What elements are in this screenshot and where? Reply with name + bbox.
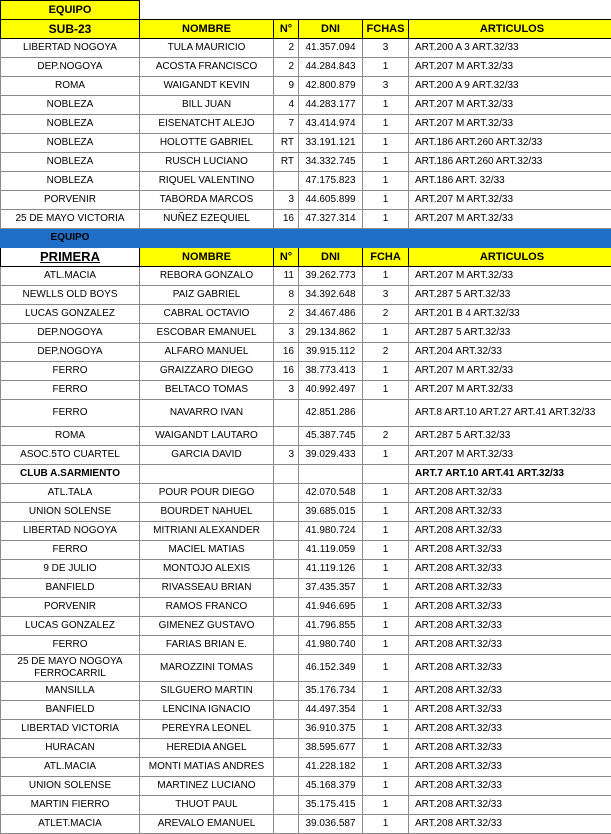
fechas-cell: 3	[363, 39, 409, 58]
table-row	[1, 777, 611, 796]
dni-cell: 34.332.745	[299, 153, 363, 172]
team-cell: FERRO	[1, 541, 140, 560]
articulos-cell: ART.201 B 4 ART.32/33	[409, 305, 611, 324]
shirt-number-cell	[274, 598, 299, 617]
fechas-cell: 1	[363, 598, 409, 617]
team-cell: MANSILLA	[1, 682, 140, 701]
fechas-cell	[363, 400, 409, 427]
articulos-cell: ART.208 ART.32/33	[409, 682, 611, 701]
shirt-number-cell	[274, 758, 299, 777]
table-row	[1, 503, 611, 522]
fechas-cell: 1	[363, 720, 409, 739]
team-cell: 9 DE JULIO	[1, 560, 140, 579]
shirt-number-cell: 4	[274, 96, 299, 115]
dni-cell: 36.910.375	[299, 720, 363, 739]
articulos-cell: ART.207 M ART.32/33	[409, 58, 611, 77]
articulos-cell: ART.208 ART.32/33	[409, 815, 611, 834]
team-cell: LIBERTAD NOGOYA	[1, 522, 140, 541]
player-name-cell: SILGUERO MARTIN	[140, 682, 274, 701]
fechas-cell	[363, 465, 409, 484]
dni-cell: 42.070.548	[299, 484, 363, 503]
player-name-cell: AREVALO EMANUEL	[140, 815, 274, 834]
dni-cell: 39.915.112	[299, 343, 363, 362]
fechas-cell: 1	[363, 324, 409, 343]
player-name-cell: GRAIZZARO DIEGO	[140, 362, 274, 381]
fechas-cell: 1	[363, 617, 409, 636]
table-row	[1, 739, 611, 758]
team-cell	[1, 655, 140, 682]
header-nombre: NOMBRE	[140, 248, 274, 267]
team-cell: UNION SOLENSE	[1, 503, 140, 522]
articulos-cell: ART.8 ART.10 ART.27 ART.41 ART.32/33	[409, 400, 611, 427]
articulos-cell: ART.207 M ART.32/33	[409, 191, 611, 210]
table-row	[1, 191, 611, 210]
team-cell: 25 DE MAYO VICTORIA	[1, 210, 140, 229]
shirt-number-cell: RT	[274, 134, 299, 153]
articulos-cell: ART.208 ART.32/33	[409, 541, 611, 560]
shirt-number-cell: 3	[274, 446, 299, 465]
header-articulos: ARTICULOS	[409, 20, 611, 39]
articulos-cell: ART.186 ART.260 ART.32/33	[409, 134, 611, 153]
team-cell: ROMA	[1, 427, 140, 446]
articulos-cell: ART.208 ART.32/33	[409, 777, 611, 796]
table-row	[1, 400, 611, 427]
fechas-cell: 1	[363, 115, 409, 134]
team-cell: ASOC.5TO CUARTEL	[1, 446, 140, 465]
header-fechas: FCHA	[363, 248, 409, 267]
shirt-number-cell: RT	[274, 153, 299, 172]
player-name-cell: MITRIANI ALEXANDER	[140, 522, 274, 541]
player-name-cell: MAROZZINI TOMAS	[140, 655, 274, 682]
player-name-cell: WAIGANDT KEVIN	[140, 77, 274, 96]
player-name-cell: LENCINA IGNACIO	[140, 701, 274, 720]
team-name: 25 DE MAYO NOGOYA	[3, 656, 137, 668]
team-cell: NOBLEZA	[1, 134, 140, 153]
player-name-cell: HOLOTTE GABRIEL	[140, 134, 274, 153]
player-name-cell: GIMENEZ GUSTAVO	[140, 617, 274, 636]
table-row	[1, 58, 611, 77]
shirt-number-cell: 3	[274, 191, 299, 210]
team-cell: PORVENIR	[1, 598, 140, 617]
sub23-header-row	[1, 20, 611, 39]
shirt-number-cell	[274, 427, 299, 446]
team-cell: ATL.MACIA	[1, 758, 140, 777]
table-row	[1, 636, 611, 655]
shirt-number-cell: 7	[274, 115, 299, 134]
team-cell: FERRO	[1, 381, 140, 400]
articulos-cell: ART.208 ART.32/33	[409, 701, 611, 720]
header-fechas: FCHAS	[363, 20, 409, 39]
fechas-cell: 1	[363, 682, 409, 701]
articulos-cell: ART.7 ART.10 ART.41 ART.32/33	[409, 465, 611, 484]
dni-cell	[299, 465, 363, 484]
dni-cell: 39.685.015	[299, 503, 363, 522]
dni-cell: 34.392.648	[299, 286, 363, 305]
fechas-cell: 1	[363, 191, 409, 210]
shirt-number-cell	[274, 815, 299, 834]
fechas-cell: 1	[363, 815, 409, 834]
primera-title: PRIMERA	[1, 248, 140, 267]
table-row	[1, 655, 611, 682]
team-cell: HURACAN	[1, 739, 140, 758]
table-row	[1, 362, 611, 381]
player-name-cell: FARIAS BRIAN E.	[140, 636, 274, 655]
dni-cell: 41.796.855	[299, 617, 363, 636]
player-name-cell: BELTACO TOMAS	[140, 381, 274, 400]
dni-cell: 44.284.843	[299, 58, 363, 77]
team-cell: DEP.NOGOYA	[1, 343, 140, 362]
table-row	[1, 77, 611, 96]
articulos-cell: ART.186 ART. 32/33	[409, 172, 611, 191]
fechas-cell: 1	[363, 267, 409, 286]
table-row	[1, 381, 611, 400]
dni-cell: 45.168.379	[299, 777, 363, 796]
dni-cell: 29.134.862	[299, 324, 363, 343]
blue-band-cell	[274, 229, 299, 248]
player-name-cell	[140, 465, 274, 484]
fechas-cell: 1	[363, 96, 409, 115]
shirt-number-cell	[274, 739, 299, 758]
shirt-number-cell: 2	[274, 58, 299, 77]
table-row	[1, 541, 611, 560]
articulos-cell: ART.208 ART.32/33	[409, 598, 611, 617]
table-row	[1, 522, 611, 541]
fechas-cell: 1	[363, 560, 409, 579]
table-row	[1, 267, 611, 286]
team-cell: PORVENIR	[1, 191, 140, 210]
fechas-cell: 3	[363, 77, 409, 96]
player-name-cell: CABRAL OCTAVIO	[140, 305, 274, 324]
articulos-cell: ART.208 ART.32/33	[409, 720, 611, 739]
articulos-cell: ART.208 ART.32/33	[409, 503, 611, 522]
dni-cell: 39.036.587	[299, 815, 363, 834]
player-name-cell: ACOSTA FRANCISCO	[140, 58, 274, 77]
team-cell: ATLET.MACIA	[1, 815, 140, 834]
player-name-cell: BILL JUAN	[140, 96, 274, 115]
table-row	[1, 210, 611, 229]
dni-cell: 35.176.734	[299, 682, 363, 701]
fechas-cell: 1	[363, 636, 409, 655]
shirt-number-cell	[274, 655, 299, 682]
team-cell: LIBERTAD NOGOYA	[1, 39, 140, 58]
team-cell: NOBLEZA	[1, 153, 140, 172]
player-name-cell: EISENATCHT ALEJO	[140, 115, 274, 134]
dni-cell: 41.228.182	[299, 758, 363, 777]
dni-cell: 34.467.486	[299, 305, 363, 324]
team-cell: FERRO	[1, 362, 140, 381]
dni-cell: 33.191.121	[299, 134, 363, 153]
articulos-cell: ART.208 ART.32/33	[409, 579, 611, 598]
blue-band-cell	[409, 229, 611, 248]
articulos-cell: ART.207 M ART.32/33	[409, 381, 611, 400]
table-row	[1, 305, 611, 324]
team-cell: FERRO	[1, 400, 140, 427]
shirt-number-cell	[274, 484, 299, 503]
dni-cell: 47.175.823	[299, 172, 363, 191]
articulos-cell: ART.207 M ART.32/33	[409, 267, 611, 286]
team-name-continued: FERROCARRIL	[3, 668, 137, 680]
header-dni: DNI	[299, 248, 363, 267]
table-row	[1, 758, 611, 777]
fechas-cell: 1	[363, 579, 409, 598]
table-row	[1, 701, 611, 720]
dni-cell: 41.946.695	[299, 598, 363, 617]
articulos-cell: ART.207 M ART.32/33	[409, 115, 611, 134]
shirt-number-cell: 3	[274, 381, 299, 400]
table-row	[1, 446, 611, 465]
header-articulos: ARTICULOS	[409, 248, 611, 267]
articulos-cell: ART.186 ART.260 ART.32/33	[409, 153, 611, 172]
blue-band-cell	[140, 229, 274, 248]
shirt-number-cell	[274, 720, 299, 739]
dni-cell: 39.029.433	[299, 446, 363, 465]
shirt-number-cell	[274, 777, 299, 796]
table-row	[1, 96, 611, 115]
table-row	[1, 343, 611, 362]
fechas-cell: 1	[363, 796, 409, 815]
dni-cell: 41.357.094	[299, 39, 363, 58]
player-name-cell: RUSCH LUCIANO	[140, 153, 274, 172]
articulos-cell: ART.207 M ART.32/33	[409, 446, 611, 465]
shirt-number-cell: 2	[274, 39, 299, 58]
table-row	[1, 598, 611, 617]
sub23-title: SUB-23	[1, 20, 140, 39]
shirt-number-cell: 9	[274, 77, 299, 96]
team-cell: UNION SOLENSE	[1, 777, 140, 796]
team-cell: NOBLEZA	[1, 115, 140, 134]
dni-cell: 44.283.177	[299, 96, 363, 115]
dni-cell: 47.327.314	[299, 210, 363, 229]
team-cell: LUCAS GONZALEZ	[1, 617, 140, 636]
articulos-cell: ART.208 ART.32/33	[409, 636, 611, 655]
player-name-cell: PAIZ GABRIEL	[140, 286, 274, 305]
header-num: N°	[274, 248, 299, 267]
shirt-number-cell: 8	[274, 286, 299, 305]
shirt-number-cell	[274, 503, 299, 522]
team-cell: MARTIN FIERRO	[1, 796, 140, 815]
team-cell: NOBLEZA	[1, 96, 140, 115]
fechas-cell: 1	[363, 522, 409, 541]
shirt-number-cell: 11	[274, 267, 299, 286]
team-cell: CLUB A.SARMIENTO	[1, 465, 140, 484]
shirt-number-cell	[274, 682, 299, 701]
primera-equipo-row	[1, 229, 611, 248]
dni-cell: 41.980.724	[299, 522, 363, 541]
player-name-cell: NUÑEZ EZEQUIEL	[140, 210, 274, 229]
articulos-cell: ART.287 5 ART.32/33	[409, 324, 611, 343]
player-name-cell: NAVARRO IVAN	[140, 400, 274, 427]
blue-band-cell	[299, 229, 363, 248]
shirt-number-cell: 2	[274, 305, 299, 324]
player-name-cell: POUR POUR DIEGO	[140, 484, 274, 503]
fechas-cell: 1	[363, 655, 409, 682]
shirt-number-cell	[274, 541, 299, 560]
table-row	[1, 579, 611, 598]
shirt-number-cell	[274, 172, 299, 191]
table-row	[1, 134, 611, 153]
dni-cell: 35.175.415	[299, 796, 363, 815]
sub23-equipo-label: EQUIPO	[1, 1, 140, 20]
table-row	[1, 484, 611, 503]
team-cell: BANFIELD	[1, 579, 140, 598]
table-row	[1, 172, 611, 191]
player-name-cell: MACIEL MATIAS	[140, 541, 274, 560]
articulos-cell: ART.208 ART.32/33	[409, 739, 611, 758]
articulos-cell: ART.208 ART.32/33	[409, 560, 611, 579]
player-name-cell: MONTI MATIAS ANDRES	[140, 758, 274, 777]
table-row	[1, 720, 611, 739]
player-name-cell: BOURDET NAHUEL	[140, 503, 274, 522]
fechas-cell: 1	[363, 541, 409, 560]
team-cell: ATL.TALA	[1, 484, 140, 503]
dni-cell: 41.119.126	[299, 560, 363, 579]
team-cell: BANFIELD	[1, 701, 140, 720]
fechas-cell: 1	[363, 701, 409, 720]
shirt-number-cell	[274, 579, 299, 598]
articulos-cell: ART.207 M ART.32/33	[409, 362, 611, 381]
articulos-cell: ART.208 ART.32/33	[409, 758, 611, 777]
dni-cell: 42.800.879	[299, 77, 363, 96]
articulos-cell: ART.287 5 ART.32/33	[409, 427, 611, 446]
player-name-cell: ALFARO MANUEL	[140, 343, 274, 362]
fechas-cell: 3	[363, 286, 409, 305]
dni-cell: 38.773.413	[299, 362, 363, 381]
dni-cell: 42.851.286	[299, 400, 363, 427]
fechas-cell: 2	[363, 427, 409, 446]
dni-cell: 45.387.745	[299, 427, 363, 446]
player-name-cell: RIQUEL VALENTINO	[140, 172, 274, 191]
player-name-cell: GARCIA DAVID	[140, 446, 274, 465]
fechas-cell: 1	[363, 153, 409, 172]
articulos-cell: ART.208 ART.32/33	[409, 522, 611, 541]
fechas-cell: 1	[363, 134, 409, 153]
blue-band-cell	[363, 229, 409, 248]
articulos-cell: ART.200 A 9 ART.32/33	[409, 77, 611, 96]
fechas-cell: 1	[363, 739, 409, 758]
table-row	[1, 115, 611, 134]
shirt-number-cell: 16	[274, 362, 299, 381]
sub23-equipo-row	[1, 1, 611, 20]
player-name-cell: WAIGANDT LAUTARO	[140, 427, 274, 446]
player-name-cell: ESCOBAR EMANUEL	[140, 324, 274, 343]
team-cell: DEP.NOGOYA	[1, 58, 140, 77]
shirt-number-cell: 3	[274, 324, 299, 343]
player-name-cell: MARTINEZ LUCIANO	[140, 777, 274, 796]
table-row	[1, 815, 611, 834]
team-cell: LUCAS GONZALEZ	[1, 305, 140, 324]
table-row	[1, 286, 611, 305]
articulos-cell: ART.208 ART.32/33	[409, 484, 611, 503]
team-cell: NOBLEZA	[1, 172, 140, 191]
fechas-cell: 2	[363, 343, 409, 362]
primera-header-row	[1, 248, 611, 267]
player-name-cell: TULA MAURICIO	[140, 39, 274, 58]
header-dni: DNI	[299, 20, 363, 39]
dni-cell: 43.414.974	[299, 115, 363, 134]
fechas-cell: 2	[363, 305, 409, 324]
articulos-cell: ART.207 M ART.32/33	[409, 210, 611, 229]
team-cell: ATL.MACIA	[1, 267, 140, 286]
dni-cell: 38.595.677	[299, 739, 363, 758]
fechas-cell: 1	[363, 381, 409, 400]
fechas-cell: 1	[363, 777, 409, 796]
table-row	[1, 427, 611, 446]
shirt-number-cell: 16	[274, 210, 299, 229]
player-name-cell: MONTOJO ALEXIS	[140, 560, 274, 579]
table-row	[1, 465, 611, 484]
dni-cell: 41.980.740	[299, 636, 363, 655]
articulos-cell: ART.287 5 ART.32/33	[409, 286, 611, 305]
table-row	[1, 560, 611, 579]
table-row	[1, 796, 611, 815]
articulos-cell: ART.204 ART.32/33	[409, 343, 611, 362]
shirt-number-cell	[274, 701, 299, 720]
dni-cell: 46.152.349	[299, 655, 363, 682]
player-name-cell: TABORDA MARCOS	[140, 191, 274, 210]
player-name-cell: THUOT PAUL	[140, 796, 274, 815]
dni-cell: 39.262.773	[299, 267, 363, 286]
table-row	[1, 324, 611, 343]
articulos-cell: ART.208 ART.32/33	[409, 796, 611, 815]
articulos-cell: ART.208 ART.32/33	[409, 655, 611, 682]
header-num: N°	[274, 20, 299, 39]
table-row	[1, 682, 611, 701]
primera-equipo-label: EQUIPO	[1, 229, 140, 248]
articulos-cell: ART.200 A 3 ART.32/33	[409, 39, 611, 58]
team-cell: NEWLLS OLD BOYS	[1, 286, 140, 305]
articulos-cell: ART.207 M ART.32/33	[409, 96, 611, 115]
shirt-number-cell	[274, 522, 299, 541]
shirt-number-cell	[274, 560, 299, 579]
shirt-number-cell	[274, 617, 299, 636]
player-name-cell: HEREDIA ANGEL	[140, 739, 274, 758]
team-cell: ROMA	[1, 77, 140, 96]
shirt-number-cell	[274, 465, 299, 484]
shirt-number-cell	[274, 400, 299, 427]
team-cell: DEP.NOGOYA	[1, 324, 140, 343]
dni-cell: 41.119.059	[299, 541, 363, 560]
fechas-cell: 1	[363, 503, 409, 522]
player-name-cell: RAMOS FRANCO	[140, 598, 274, 617]
fechas-cell: 1	[363, 758, 409, 777]
fechas-cell: 1	[363, 58, 409, 77]
fechas-cell: 1	[363, 362, 409, 381]
articulos-cell: ART.208 ART.32/33	[409, 617, 611, 636]
header-nombre: NOMBRE	[140, 20, 274, 39]
table-row	[1, 617, 611, 636]
fechas-cell: 1	[363, 446, 409, 465]
dni-cell: 44.605.899	[299, 191, 363, 210]
player-name-cell: PEREYRA LEONEL	[140, 720, 274, 739]
fechas-cell: 1	[363, 172, 409, 191]
player-name-cell: REBORA GONZALO	[140, 267, 274, 286]
dni-cell: 37.435.357	[299, 579, 363, 598]
dni-cell: 40.992.497	[299, 381, 363, 400]
team-cell: FERRO	[1, 636, 140, 655]
team-cell: LIBERTAD VICTORIA	[1, 720, 140, 739]
shirt-number-cell	[274, 796, 299, 815]
player-name-cell: RIVASSEAU BRIAN	[140, 579, 274, 598]
fechas-cell: 1	[363, 484, 409, 503]
dni-cell: 44.497.354	[299, 701, 363, 720]
fechas-cell: 1	[363, 210, 409, 229]
table-row	[1, 153, 611, 172]
shirt-number-cell	[274, 636, 299, 655]
shirt-number-cell: 16	[274, 343, 299, 362]
table-row	[1, 39, 611, 58]
